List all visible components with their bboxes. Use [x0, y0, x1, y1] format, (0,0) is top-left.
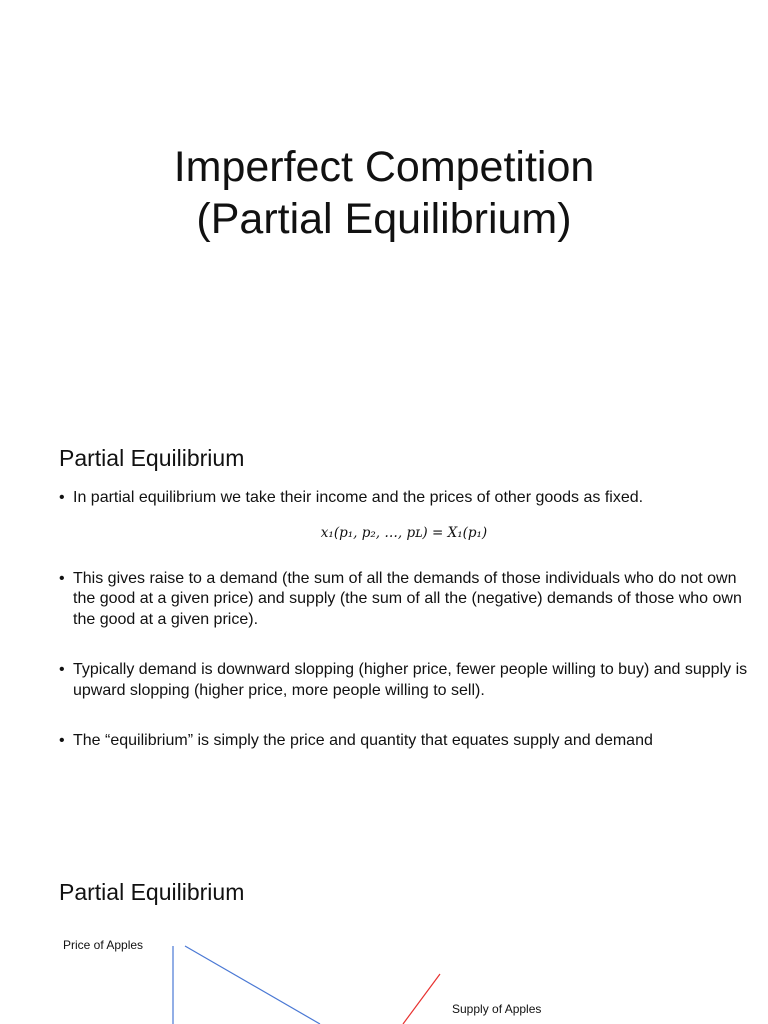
title-line-2: (Partial Equilibrium) [196, 194, 572, 243]
chart-heading: Partial Equilibrium [59, 879, 245, 905]
demand-formula: x₁(p₁, p₂, …, pʟ) = X₁(p₁) [320, 524, 488, 541]
supply-label: Supply of Apples [452, 1002, 542, 1016]
content-slide [0, 432, 768, 832]
chart-slide [0, 864, 768, 1024]
supply-demand-chart [0, 864, 768, 1024]
supply-curve [403, 974, 440, 1024]
bullet-demand-supply: • This gives raise to a demand (the sum of all the demands of those individuals who do not own the good at a given price) and supply (the sum of all the (negative) demands of those who own the good at a given price). [59, 569, 749, 631]
y-axis-label: Price of Apples [63, 938, 144, 952]
bullet-list [59, 488, 749, 752]
title-slide [0, 0, 768, 420]
slide-heading: Partial Equilibrium [59, 445, 245, 471]
bullet-equilibrium: • The “equilibrium” is simply the price and quantity that equates supply and demand [59, 731, 749, 752]
slide-title [0, 141, 768, 245]
demand-curve [185, 946, 320, 1024]
bullet-slopes: • Typically demand is downward slopping (higher price, fewer people willing to buy) and supply is upward slopping (higher price, more people willing to sell). [59, 660, 749, 701]
title-line-1: Imperfect Competition [173, 142, 595, 191]
bullet-income-fixed: • In partial equilibrium we take their income and the prices of other goods as fixed. [59, 488, 749, 509]
